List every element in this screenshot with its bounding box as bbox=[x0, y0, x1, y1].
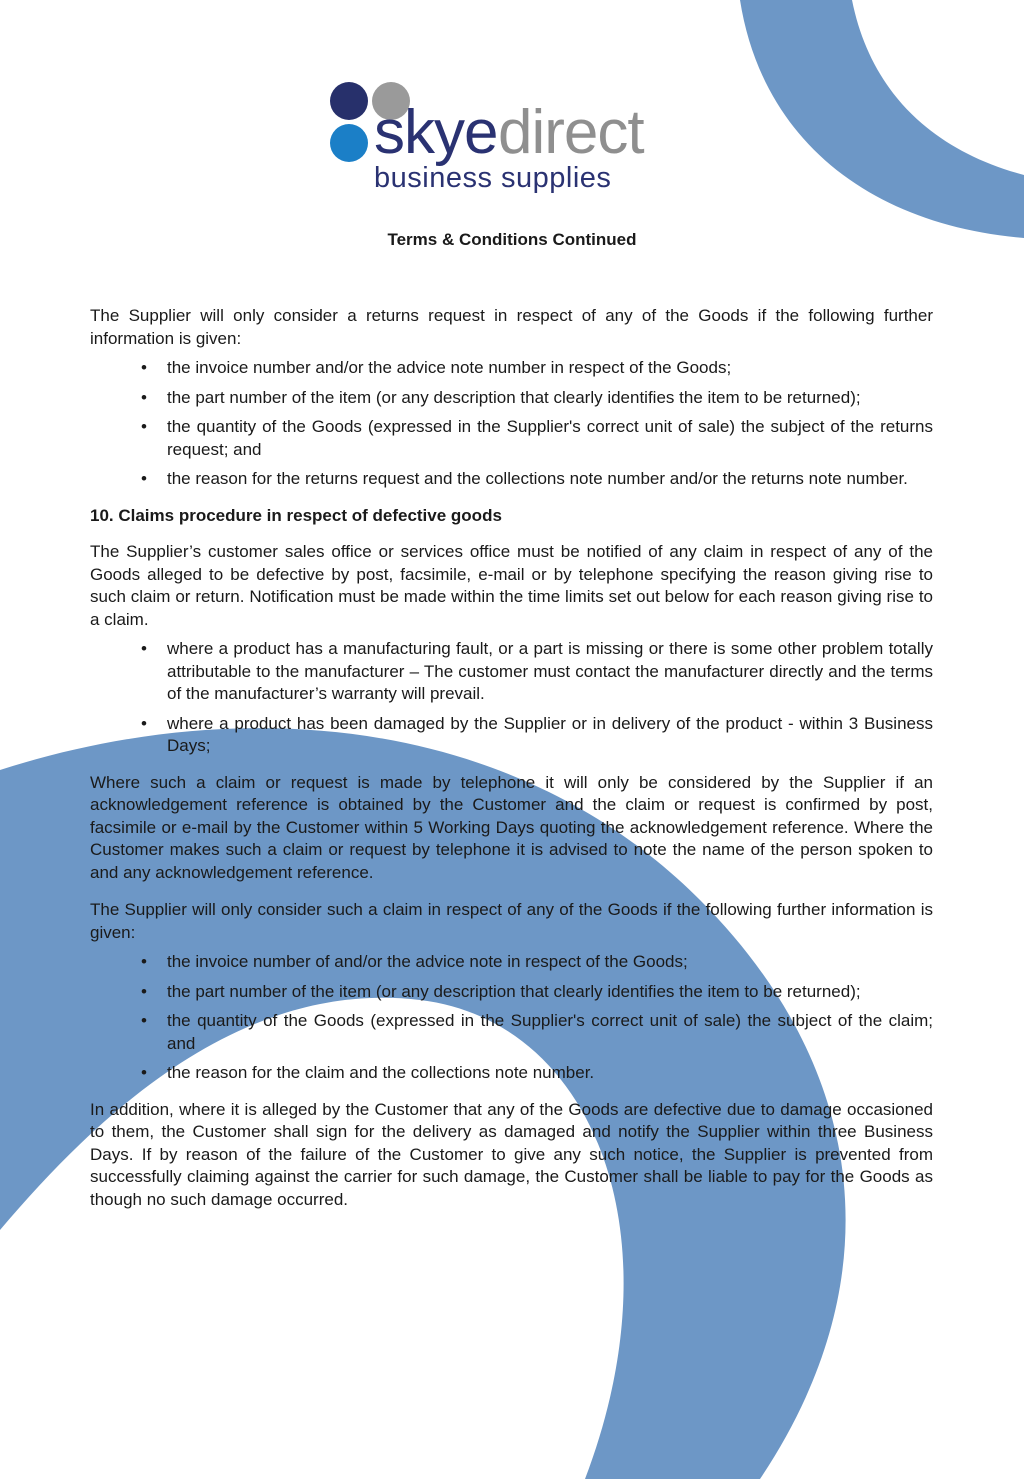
list-item: • the quantity of the Goods (expressed in the Supplier's correct unit of sale) the subject of the returns request; and bbox=[90, 416, 933, 461]
returns-list bbox=[90, 357, 933, 491]
claims-intro: The Supplier’s customer sales office or services office must be notified of any claim in respect of any of the Goods alleged to be defective by post, facsimile, e-mail or by telephone specifying the reason giving rise to such claim or return. Notification must be made within the time limits set out below for each reason giving rise to a claim. bbox=[90, 542, 933, 629]
section-heading: 10. Claims procedure in respect of defective goods bbox=[90, 505, 502, 525]
logo-tagline: business supplies bbox=[374, 162, 612, 194]
logo-text-skye: skye bbox=[374, 98, 498, 167]
list-item: • where a product has been damaged by the Supplier or in delivery of the product - within 3 Business Days; bbox=[90, 713, 933, 758]
list-item: • the part number of the item (or any description that clearly identifies the item to be returned); bbox=[90, 981, 933, 1004]
list-item: • the quantity of the Goods (expressed in the Supplier's correct unit of sale) the subject of the claim; and bbox=[90, 1010, 933, 1055]
returns-intro: The Supplier will only consider a returns request in respect of any of the Goods if the following further information is given: bbox=[90, 306, 933, 348]
page-title: Terms & Conditions Continued bbox=[387, 230, 637, 249]
logo-text-direct: direct bbox=[498, 98, 644, 167]
logo-dot-navy bbox=[330, 82, 368, 120]
claim-info-list bbox=[90, 951, 933, 1085]
closing-paragraph: In addition, where it is alleged by the Customer that any of the Goods are defective due to damage occasioned to them, the Customer shall sign for the delivery as damaged and notify the Supplier within three Business Days. If by reason of the failure of the Customer to give any such notice, the Supplier is prevented from successfully claiming against the carrier for such damage, the Customer shall be liable to pay for the Goods as though no such damage occurred. bbox=[90, 1099, 933, 1209]
list-item: • where a product has a manufacturing fault, or a part is missing or there is some other problem totally attributable to the manufacturer – The customer must contact the manufacturer directly and the terms of the manufacturer’s warranty will prevail. bbox=[90, 638, 933, 706]
list-item: • the invoice number of and/or the advice note in respect of the Goods; bbox=[90, 951, 933, 974]
telephone-paragraph: Where such a claim or request is made by telephone it will only be considered by the Supplier if an acknowledgement reference is obtained by the Customer and the claim or request is confirmed by post, facsimile or e-mail by the Customer within 5 Working Days quoting the acknowledgement reference. Where the Customer makes such a claim or request by telephone it is advised to note the name of the person spoken to and any acknowledgement reference. bbox=[90, 772, 933, 882]
claim-info-intro: The Supplier will only consider such a claim in respect of any of the Goods if the following further information is given: bbox=[90, 900, 933, 942]
list-item: • the reason for the returns request and the collections note number and/or the returns note number. bbox=[90, 468, 933, 491]
claims-list bbox=[90, 638, 933, 758]
list-item: • the part number of the item (or any description that clearly identifies the item to be returned); bbox=[90, 387, 933, 410]
list-item: • the reason for the claim and the collections note number. bbox=[90, 1062, 933, 1085]
terms-body bbox=[90, 305, 933, 1226]
list-item: • the invoice number and/or the advice note number in respect of the Goods; bbox=[90, 357, 933, 380]
skyedirect-logo bbox=[328, 80, 658, 200]
logo-dot-blue bbox=[330, 124, 368, 162]
